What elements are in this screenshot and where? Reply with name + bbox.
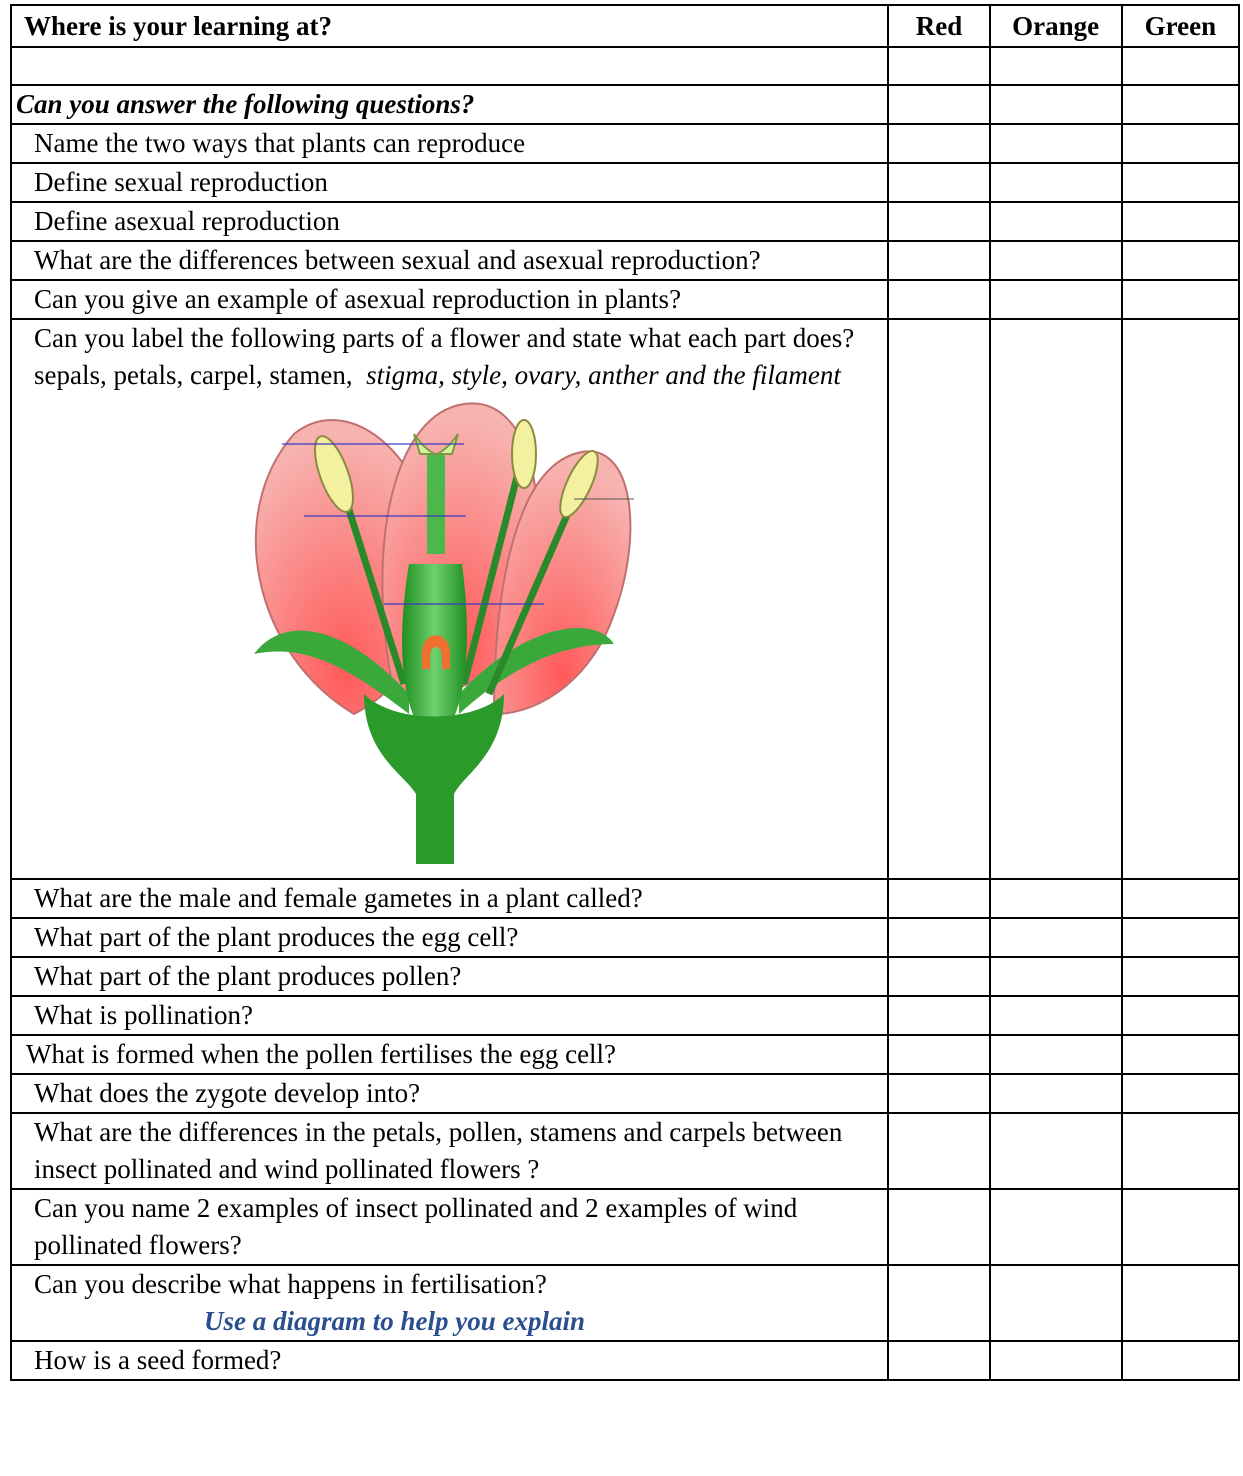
- question-text: What is pollination?: [11, 996, 888, 1035]
- rag-green-cell[interactable]: [1122, 47, 1239, 85]
- rag-green-cell[interactable]: [1122, 957, 1239, 996]
- rag-green-cell[interactable]: [1122, 1265, 1239, 1341]
- rag-red-cell[interactable]: [888, 1341, 989, 1380]
- rag-orange-cell[interactable]: [990, 202, 1122, 241]
- flower-diagram-image: [194, 394, 674, 864]
- rag-orange-cell[interactable]: [990, 918, 1122, 957]
- question-text: What are the male and female gametes in a plant called?: [11, 879, 888, 918]
- flower-parts-list: [34, 357, 887, 394]
- table-row: [11, 1035, 1239, 1074]
- table-row: [11, 996, 1239, 1035]
- rag-green-cell[interactable]: [1122, 124, 1239, 163]
- rag-red-cell[interactable]: [888, 957, 989, 996]
- flower-question-row: [11, 319, 1239, 879]
- rag-red-cell[interactable]: [888, 163, 989, 202]
- rag-red-cell[interactable]: [888, 1189, 989, 1265]
- empty-cell: [11, 47, 888, 85]
- rag-orange-cell[interactable]: [990, 1074, 1122, 1113]
- rag-orange-cell[interactable]: [990, 1265, 1122, 1341]
- subheading: Can you answer the following questions?: [11, 85, 888, 124]
- rag-red-cell[interactable]: [888, 202, 989, 241]
- rag-green-cell[interactable]: [1122, 241, 1239, 280]
- rag-green-cell[interactable]: [1122, 996, 1239, 1035]
- table-row: [11, 918, 1239, 957]
- rag-orange-cell[interactable]: [990, 163, 1122, 202]
- rag-red-cell[interactable]: [888, 1035, 989, 1074]
- fertilisation-row: [11, 1265, 1239, 1341]
- rag-green-cell[interactable]: [1122, 202, 1239, 241]
- flower-diagram: [34, 394, 887, 878]
- question-text: Define sexual reproduction: [11, 163, 888, 202]
- header-row: [11, 5, 1239, 47]
- table-row: [11, 280, 1239, 319]
- anther-right: [512, 420, 536, 488]
- question-text: What part of the plant produces the egg cell?: [11, 918, 888, 957]
- rag-green-cell[interactable]: [1122, 1035, 1239, 1074]
- rag-red-cell[interactable]: [888, 918, 989, 957]
- rag-red-cell[interactable]: [888, 124, 989, 163]
- flower-question-text: Can you label the following parts of a flower and state what each part does?: [34, 323, 855, 353]
- header-red: Red: [888, 5, 989, 47]
- rag-green-cell[interactable]: [1122, 163, 1239, 202]
- question-text: What part of the plant produces pollen?: [11, 957, 888, 996]
- rag-red-cell[interactable]: [888, 47, 989, 85]
- question-text: What does the zygote develop into?: [11, 1074, 888, 1113]
- rag-orange-cell[interactable]: [990, 1035, 1122, 1074]
- question-text: What is formed when the pollen fertilises the egg cell?: [11, 1035, 888, 1074]
- header-green: Green: [1122, 5, 1239, 47]
- rag-red-cell[interactable]: [888, 1113, 989, 1189]
- rag-green-cell[interactable]: [1122, 1113, 1239, 1189]
- question-text: Name the two ways that plants can reproduce: [11, 124, 888, 163]
- rag-orange-cell[interactable]: [990, 319, 1122, 879]
- rag-red-cell[interactable]: [888, 1265, 989, 1341]
- question-text: Can you give an example of asexual reproduction in plants?: [11, 280, 888, 319]
- table-row: [11, 1113, 1239, 1189]
- rag-orange-cell[interactable]: [990, 280, 1122, 319]
- rag-green-cell[interactable]: [1122, 280, 1239, 319]
- question-text: What are the differences in the petals, pollen, stamens and carpels between insect pollinated and wind pollinated flowers ?: [11, 1113, 888, 1189]
- rag-orange-cell[interactable]: [990, 241, 1122, 280]
- subheading-row: [11, 85, 1239, 124]
- rag-orange-cell[interactable]: [990, 85, 1122, 124]
- rag-red-cell[interactable]: [888, 1074, 989, 1113]
- rag-red-cell[interactable]: [888, 280, 989, 319]
- rag-green-cell[interactable]: [1122, 319, 1239, 879]
- header-question: Where is your learning at?: [11, 5, 888, 47]
- rag-green-cell[interactable]: [1122, 1074, 1239, 1113]
- table-row: [11, 202, 1239, 241]
- rag-green-cell[interactable]: [1122, 918, 1239, 957]
- rag-green-cell[interactable]: [1122, 879, 1239, 918]
- rag-orange-cell[interactable]: [990, 47, 1122, 85]
- fertilisation-hint: Use a diagram to help you explain: [204, 1306, 586, 1336]
- flower-parts-plain: sepals, petals, carpel, stamen,: [34, 360, 353, 390]
- receptacle-stalk: [364, 694, 504, 864]
- table-row: [11, 879, 1239, 918]
- rag-orange-cell[interactable]: [990, 124, 1122, 163]
- table-row: [11, 957, 1239, 996]
- question-text: Can you name 2 examples of insect pollinated and 2 examples of wind pollinated flowers?: [11, 1189, 888, 1265]
- rag-green-cell[interactable]: [1122, 1189, 1239, 1265]
- rag-orange-cell[interactable]: [990, 879, 1122, 918]
- fertilisation-cell: [11, 1265, 888, 1341]
- question-text: Define asexual reproduction: [11, 202, 888, 241]
- table-row: [11, 241, 1239, 280]
- rag-red-cell[interactable]: [888, 241, 989, 280]
- table-row: [11, 1074, 1239, 1113]
- rag-green-cell[interactable]: [1122, 85, 1239, 124]
- learning-checklist-table: [10, 4, 1240, 1381]
- rag-orange-cell[interactable]: [990, 1341, 1122, 1380]
- question-text: How is a seed formed?: [11, 1341, 888, 1380]
- rag-red-cell[interactable]: [888, 319, 989, 879]
- header-orange: Orange: [990, 5, 1122, 47]
- fertilisation-question: Can you describe what happens in fertilisation?: [34, 1269, 547, 1299]
- rag-green-cell[interactable]: [1122, 1341, 1239, 1380]
- table-row: [11, 1341, 1239, 1380]
- table-row: [11, 124, 1239, 163]
- table-row: [11, 1189, 1239, 1265]
- flower-question-cell: [11, 319, 888, 879]
- rag-orange-cell[interactable]: [990, 1113, 1122, 1189]
- rag-red-cell[interactable]: [888, 85, 989, 124]
- empty-row: [11, 47, 1239, 85]
- rag-red-cell[interactable]: [888, 996, 989, 1035]
- rag-red-cell[interactable]: [888, 879, 989, 918]
- rag-orange-cell[interactable]: [990, 957, 1122, 996]
- table-row: [11, 163, 1239, 202]
- rag-orange-cell[interactable]: [990, 1189, 1122, 1265]
- question-text: What are the differences between sexual and asexual reproduction?: [11, 241, 888, 280]
- rag-orange-cell[interactable]: [990, 996, 1122, 1035]
- flower-parts-italic: stigma, style, ovary, anther and the filament: [366, 360, 841, 390]
